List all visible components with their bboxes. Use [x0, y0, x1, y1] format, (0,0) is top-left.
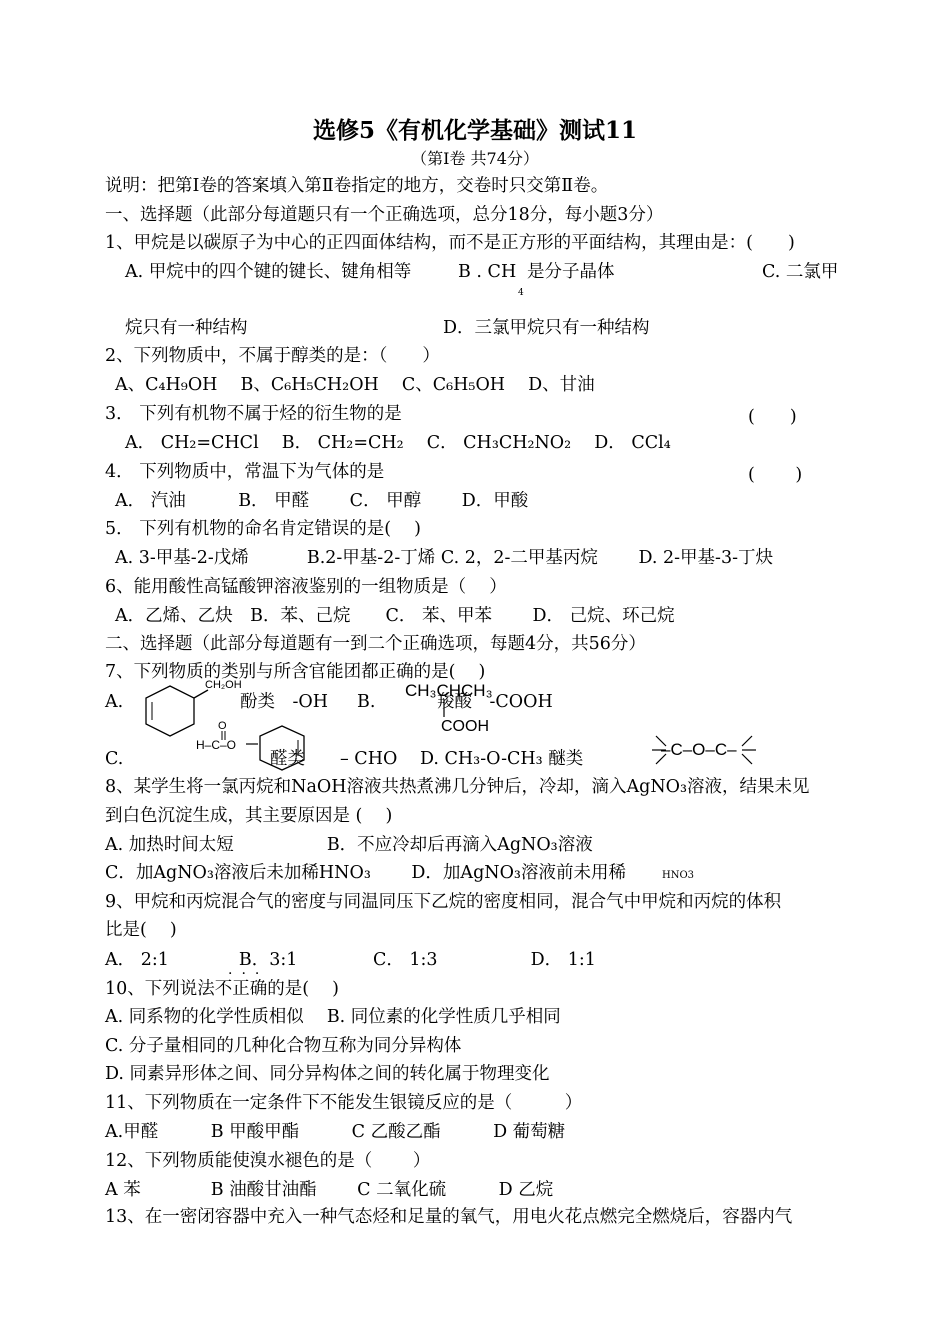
emphasis-dots: ··· [228, 966, 269, 982]
q9-options: A． 2:1 B．3:1 C． 1:3 D． 1:1 [105, 950, 596, 970]
q7-option-b-label: B. [357, 692, 376, 712]
q1-option-a: A. 甲烷中的四个键的键长、键角相等 [125, 262, 412, 282]
instructions: 说明：把第Ⅰ卷的答案填入第Ⅱ卷指定的地方，交卷时只交第Ⅱ卷。 [105, 176, 609, 196]
section-2-heading: 二、选择题（此部分每道题有一到二个正确选项，每题4分，共56分） [105, 634, 646, 654]
q2-stem: 2、下列物质中，不属于醇类的是：（ ） [105, 346, 440, 366]
q1-option-b-rest: 是分子晶体 [527, 262, 615, 282]
q8-stem-line-1: 8、某学生将一氯丙烷和NaOH溶液共热煮沸几分钟后，冷却，滴入AgNO₃溶液，结果未见 [105, 777, 810, 797]
q8-options-cd: C．加AgNO₃溶液后未加稀HNO₃ D．加AgNO₃溶液前未用稀 [105, 863, 626, 883]
q7-option-b-formula: CH₃CHCH₃ [405, 681, 493, 700]
q6-options: A．乙烯、乙炔 B．苯、己烷 C． 苯、甲苯 D． 己烷、环己烷 [115, 606, 675, 626]
q7-option-c-text: 醛类 – CHO [270, 749, 398, 769]
ester-carbonyl-oxygen: O [218, 720, 227, 732]
q11-options: A.甲醛 B 甲酸甲酯 C 乙酸乙酯 D 葡萄糖 [105, 1122, 566, 1142]
q2-options: A、C₄H₉OH B、C₆H₅CH₂OH C、C₆H₅OH D、甘油 [115, 375, 595, 395]
q1-option-d: D．三氯甲烷只有一种结构 [443, 318, 650, 338]
q4-answer-paren: ( ) [748, 465, 803, 485]
q3-stem: 3． 下列有机物不属于烃的衍生物的是 [105, 404, 402, 424]
q9-stem-line-2: 比是( ) [105, 920, 177, 940]
q12-options: A 苯 B 油酸甘油酯 C 二氧化硫 D 乙烷 [105, 1180, 554, 1200]
q1-stem: 1、甲烷是以碳原子为中心的正四面体结构，而不是正方形的平面结构，其理由是：( ) [105, 233, 795, 253]
q5-stem: 5． 下列有机物的命名肯定错误的是( ) [105, 519, 421, 539]
ester-chain: H–C–O [196, 738, 237, 752]
q4-options: A． 汽油 B． 甲醛 C． 甲醇 D．甲酸 [115, 491, 529, 511]
q3-answer-paren: ( ) [748, 407, 797, 427]
page-title: 选修5《有机化学基础》测试11 [312, 117, 637, 144]
q1-option-b-subscript: 4 [518, 288, 524, 298]
q12-stem: 12、下列物质能使溴水褪色的是（ ） [105, 1151, 431, 1171]
q3-options: A． CH₂=CHCl B． CH₂=CH₂ C． CH₃CH₂NO₂ D． CCl₄ [125, 433, 671, 453]
q10-options-ab: A. 同系物的化学性质相似 B. 同位素的化学性质几乎相同 [105, 1007, 561, 1027]
q1-option-b: B . CH [458, 262, 517, 282]
q7-option-b-text: 羧酸 -COOH [437, 692, 553, 712]
q8-stem-line-2: 到白色沉淀生成，其主要原因是 ( ) [105, 806, 393, 826]
q10-option-d: D. 同素异形体之间、同分异构体之间的转化属于物理变化 [105, 1064, 550, 1084]
q10-option-c: C. 分子量相同的几种化合物互称为同分异构体 [105, 1036, 462, 1056]
q7-option-c-label: C. [105, 749, 124, 769]
q8-options-ab: A. 加热时间太短 B．不应冷却后再滴入AgNO₃溶液 [105, 835, 593, 855]
q1-option-c-continued: 烷只有一种结构 [125, 318, 248, 338]
q7-option-b-cooh: COOH [441, 718, 489, 735]
q1-option-c: C. 二氯甲 [762, 262, 839, 282]
q13-stem: 13、在一密闭容器中充入一种气态烃和足量的氧气，用电火花点燃完全燃烧后，容器内气 [105, 1207, 793, 1227]
q11-stem: 11、下列物质在一定条件下不能发生银镜反应的是（ ） [105, 1093, 583, 1113]
q6-stem: 6、能用酸性高锰酸钾溶液鉴别的一组物质是（ ） [105, 577, 507, 597]
q10-stem: 10、下列说法不正确的是( ) [105, 979, 339, 999]
q9-stem-line-1: 9、甲烷和丙烷混合气的密度与同温同压下乙烷的密度相同，混合气中甲烷和丙烷的体积 [105, 892, 782, 912]
q7-option-a-text: 酚类 -OH [240, 692, 329, 712]
q4-stem: 4． 下列物质中，常温下为气体的是 [105, 462, 385, 482]
section-1-heading: 一、选择题（此部分每道题只有一个正确选项，总分18分，每小题3分） [105, 205, 664, 225]
page-subtitle: （第Ⅰ卷 共74分） [411, 149, 539, 168]
ether-label: –C–O–C– [661, 740, 737, 759]
q5-options: A. 3-甲基-2-戊烯 B.2-甲基-2-丁烯 C. 2，2-二甲基丙烷 D. 2-甲基-3-丁炔 [115, 548, 773, 568]
q8-option-d-tail: HNO3 [662, 870, 695, 881]
q7-option-d-text: D. CH₃-O-CH₃ 醚类 [420, 749, 584, 769]
q7-stem: 7、下列物质的类别与所含官能团都正确的是( ) [105, 662, 486, 682]
q7-option-a-label: A. [105, 692, 124, 712]
q7-option-a-substituent: CH₂OH [205, 679, 242, 691]
